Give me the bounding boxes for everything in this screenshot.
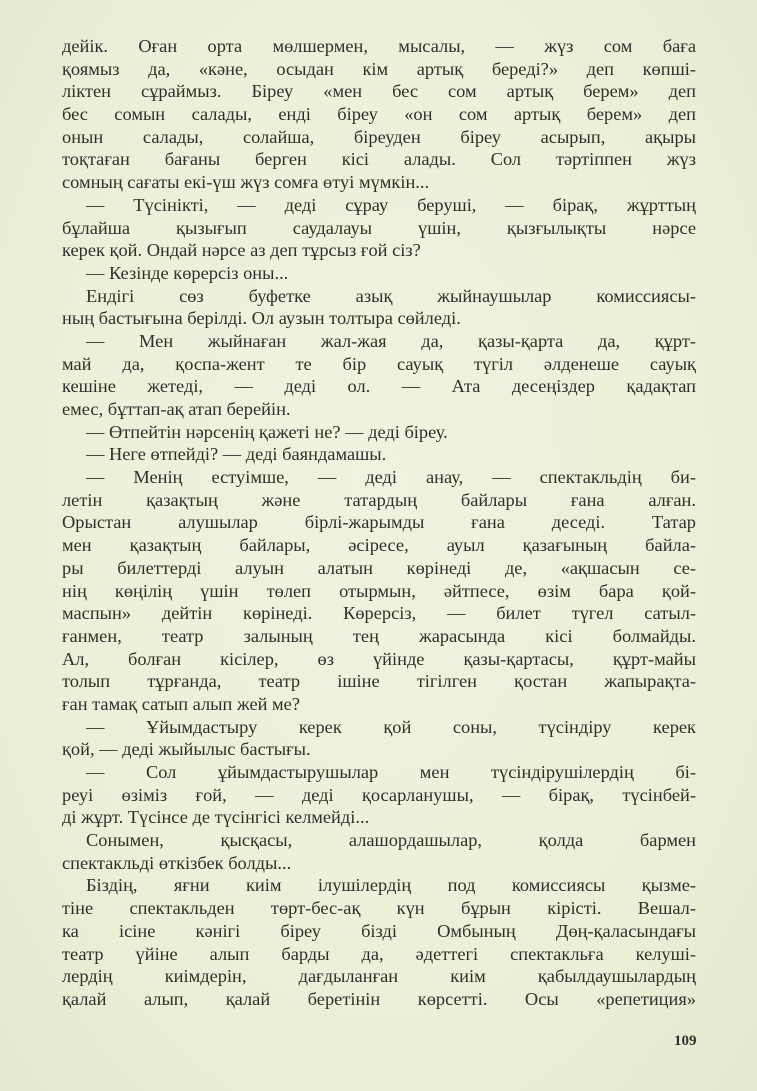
text-line: кешіне жетеді, — деді ол. — Ата десеңіздер қадақтап: [62, 376, 696, 397]
text-line: ғанмен, театр залының тең жарасында кісі болмайды.: [62, 625, 696, 646]
text-line: тоқтаған бағаны берген кісі алады. Сол тәртіппен жүз: [62, 149, 696, 170]
text-line: — Сол ұйымдастырушылар мен түсіндірушілердің бі-: [86, 762, 696, 782]
text-line: қоямыз да, «кәне, осыдан кім артық береді?» деп көпші-: [62, 58, 696, 79]
page-number: 109: [674, 1033, 697, 1049]
text-line: маспын» дейтін көрінеді. Көрерсіз, — билет түгел сатыл-: [62, 603, 696, 624]
text-line: Ал, болған кісілер, өз үйінде қазы-қартасы, құрт-майы: [62, 648, 696, 669]
text-line: тіне спектакльден төрт-бес-ақ күн бұрын кірісті. Вешал-: [62, 898, 696, 919]
text-line: Ендігі сөз буфетке азық жыйнаушылар комиссиясы-: [86, 285, 696, 306]
text-line: емес, бұттап-ақ атап берейін.: [62, 399, 291, 419]
text-line: театр үйіне алып барды да, әдеттегі спектакльға келуші-: [62, 943, 696, 964]
text-line: қой, — деді жыйылыс бастығы.: [62, 739, 311, 760]
text-line: онын салады, солайша, біреуден біреу асырып, ақыры: [62, 126, 696, 147]
text-line: реуі өзіміз ғой, — деді қосарланушы, — бірақ, түсінбей-: [62, 784, 696, 805]
body-text: [62, 35, 696, 1011]
text-line: — Өтпейтін нәрсенің қажеті не? — деді біреу.: [86, 421, 448, 442]
text-line: Орыстан алушылар бірлі-жарымды ғана деседі. Татар: [62, 512, 696, 533]
text-line: — Менің естуімше, — деді анау, — спектакльдің би-: [86, 467, 696, 488]
text-line: Сонымен, қысқасы, алашордашылар, қолда бармен: [86, 830, 696, 851]
text-line: ді жұрт. Түсінсе де түсінгісі келмейді...: [62, 807, 370, 828]
text-line: толып тұрғанда, театр ішіне тігілген қостан жапырақта-: [62, 671, 696, 692]
text-line: лердің киімдерін, дағдыланған киім қабылдаушылардың: [62, 966, 696, 987]
text-line: Біздің, яғни киім ілушілердің под комиссиясы қызме-: [86, 875, 696, 896]
text-line: ған тамақ сатып алып жей ме?: [62, 693, 301, 714]
text-line: бұлайша қызығып саудалауы үшін, қызғылықты нәрсе: [62, 217, 696, 238]
text-line: ры билеттерді алуын алатын көрінеді де, «ақшасын се-: [62, 557, 696, 578]
text-line: бес сомын салады, енді біреу «он сом артық берем» деп: [62, 104, 696, 125]
text-line: ліктен сұраймыз. Біреу «мен бес сом артық берем» деп: [62, 81, 696, 102]
text-line: — Ұйымдастыру керек қой соны, түсіндіру керек: [86, 716, 696, 737]
text-line: ның бастығына берілді. Ол аузын толтыра сөйледі.: [62, 308, 461, 329]
text-line: сомның сағаты екі-үш жүз сомға өтуі мүмкін...: [62, 172, 430, 193]
text-line: летін қазақтың және татардың байлары ғана алған.: [62, 489, 696, 510]
text-line: — Кезінде көрерсіз оны...: [86, 262, 289, 283]
text-line: спектакльді өткізбек болды...: [62, 852, 292, 873]
text-line: керек қой. Ондай нәрсе аз деп тұрсыз ғой сіз?: [62, 240, 421, 261]
text-line: — Түсінікті, — деді сұрау беруші, — бірақ, жұрттың: [86, 194, 696, 215]
text-line: ка ісіне кәнігі біреу бізді Омбының Дөң-қаласындағы: [62, 920, 696, 941]
text-line: — Неге өтпейді? — деді баяндамашы.: [86, 444, 387, 465]
text-line: нің көңілің үшін төлеп отырмын, әйтпесе, өзім бара қой-: [62, 580, 696, 601]
text-line: мен қазақтың байлары, әсіресе, ауыл қазағының байла-: [62, 535, 696, 556]
text-line: май да, қоспа-жент те бір сауық түгіл әлденеше сауық: [62, 353, 696, 374]
text-line: дейік. Оған орта мөлшермен, мысалы, — жүз сом баға: [62, 36, 696, 56]
text-line: — Мен жыйнаған жал-жая да, қазы-қарта да, құрт-: [86, 330, 696, 351]
text-line: қалай алып, қалай беретінін көрсетті. Осы «репетиция»: [62, 988, 696, 1009]
